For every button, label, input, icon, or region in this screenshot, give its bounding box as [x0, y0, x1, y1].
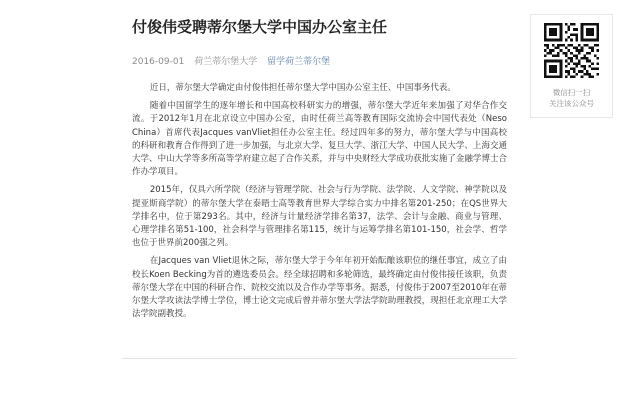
qr-caption	[531, 87, 612, 109]
article-title: 付俊伟受聘蒂尔堡大学中国办公室主任	[132, 18, 388, 36]
publish-date: 2016-09-01	[132, 57, 185, 67]
paragraph: 近日，蒂尔堡大学确定由付俊伟担任蒂尔堡大学中国办公室主任、中国事务代表。	[149, 83, 456, 93]
qr-code-panel	[530, 14, 613, 118]
paragraph: 在Jacques van Vliet退休之际，蒂尔堡大学于今年年初开始酝酿该职位的继任事宜，成立了由校长Koen Becking为首的遴选委员会。经全球招聘和多轮筛选，最终确定由付俊伟接任该职，负责蒂尔堡大学在中国的科研合作、院校交流以及合作办学等事务。据悉，付俊伟于2007至2010年在蒂尔堡大学攻读法学博士学位，博士论文完成后曾并蒂尔堡大学法学院助理教授，现担任北京理工大学法学院副教授。	[132, 256, 507, 320]
author-name: 荷兰蒂尔堡大学	[194, 57, 258, 67]
article	[122, 0, 517, 359]
qr-code-icon[interactable]	[544, 23, 599, 78]
paragraph: 随着中国留学生的逐年增长和中国高校科研实力的增强，蒂尔堡大学近年来加强了对华合作交流。于2012年1月在北京设立中国办公室，由时任荷兰高等教育国际交流协会中国代表处（Neso China）首席代表Jacques vanVliet担任办公室主任。经过四年多的努力，蒂尔堡大学与中国高校的科研和教育合作得到了进一步加强，与北京大学、复旦大学、浙江大学、中国人民大学、上海交通大学、中山大学等多所高等学府建立起了合作关系，并与中央财经大学成功获批实施了金融学博士合作办学项目。	[132, 101, 507, 178]
article-meta	[132, 54, 330, 67]
qr-caption-line1: 微信扫一扫	[552, 88, 591, 97]
paragraph: 2015年，仅具六所学院（经济与管理学院、社会与行为学院、法学院、人文学院、神学院以及提亚斯商学院）的蒂尔堡大学在泰晤士高等教育世界大学综合实力中排名第201-250；在QS世界大学排名中，位于第293名。其中，经济与计量经济学排名第37，法学、会计与金融、商业与管理、心理学排名第51-100，社会科学与管理排名第115，统计与运筹学排名第101-150，社会学、哲学也位于世界前200强之列。	[132, 185, 507, 249]
article-body	[132, 82, 507, 326]
qr-caption-line2: 关注该公众号	[549, 99, 594, 108]
account-link[interactable]: 留学荷兰蒂尔堡	[267, 57, 331, 67]
